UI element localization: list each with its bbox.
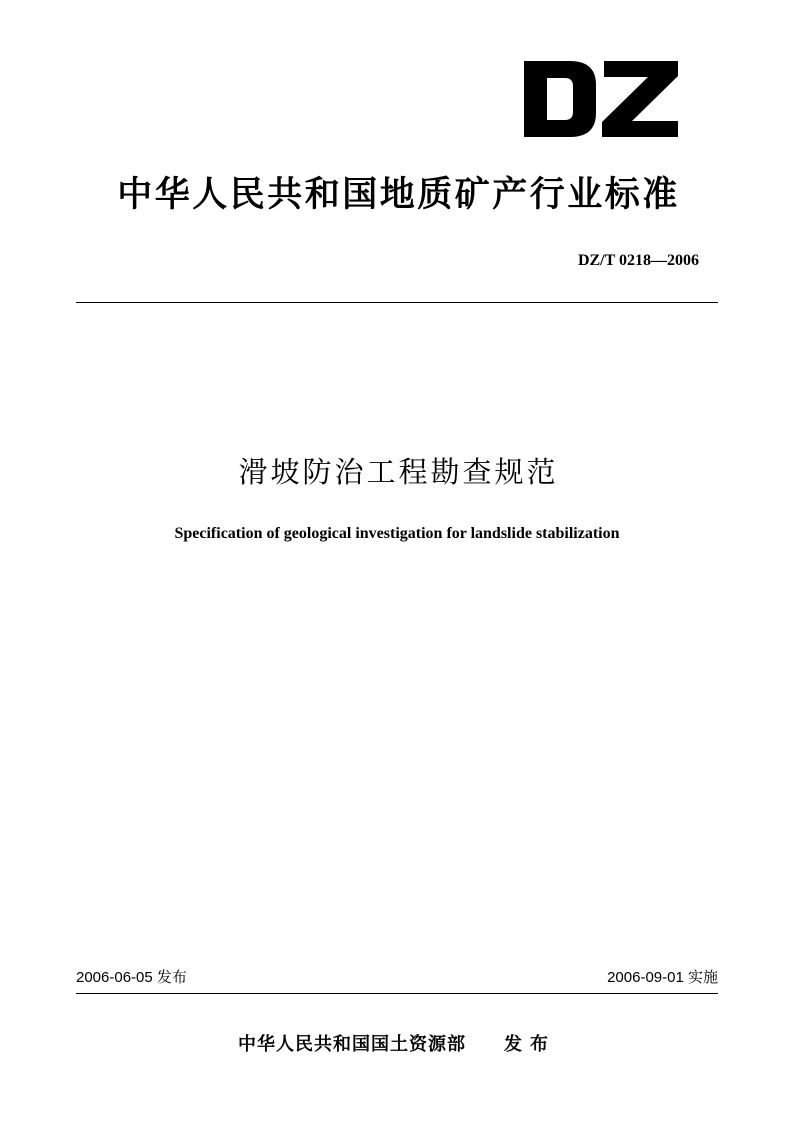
industry-standard-title: 中华人民共和国地质矿产行业标准 <box>117 175 680 215</box>
publisher-line <box>0 1032 794 1058</box>
document-title-english: Specification of geological investigation for landslide stabilization <box>174 525 620 542</box>
standard-code: DZ/T 0218—2006 <box>577 252 699 269</box>
dz-logo <box>524 61 678 137</box>
publisher-name: 中华人民共和国国土资源部 <box>238 1034 466 1055</box>
implementation-date: 2006-09-01 实施 <box>607 969 718 986</box>
logo-letter-z <box>602 61 678 137</box>
top-divider <box>76 302 718 303</box>
publisher-action: 发布 <box>504 1034 556 1055</box>
document-title-chinese: 滑坡防治工程勘查规范 <box>238 455 559 489</box>
bottom-divider <box>76 993 718 994</box>
logo-letter-d <box>524 61 596 137</box>
issue-date: 2006-06-05 发布 <box>76 969 187 986</box>
